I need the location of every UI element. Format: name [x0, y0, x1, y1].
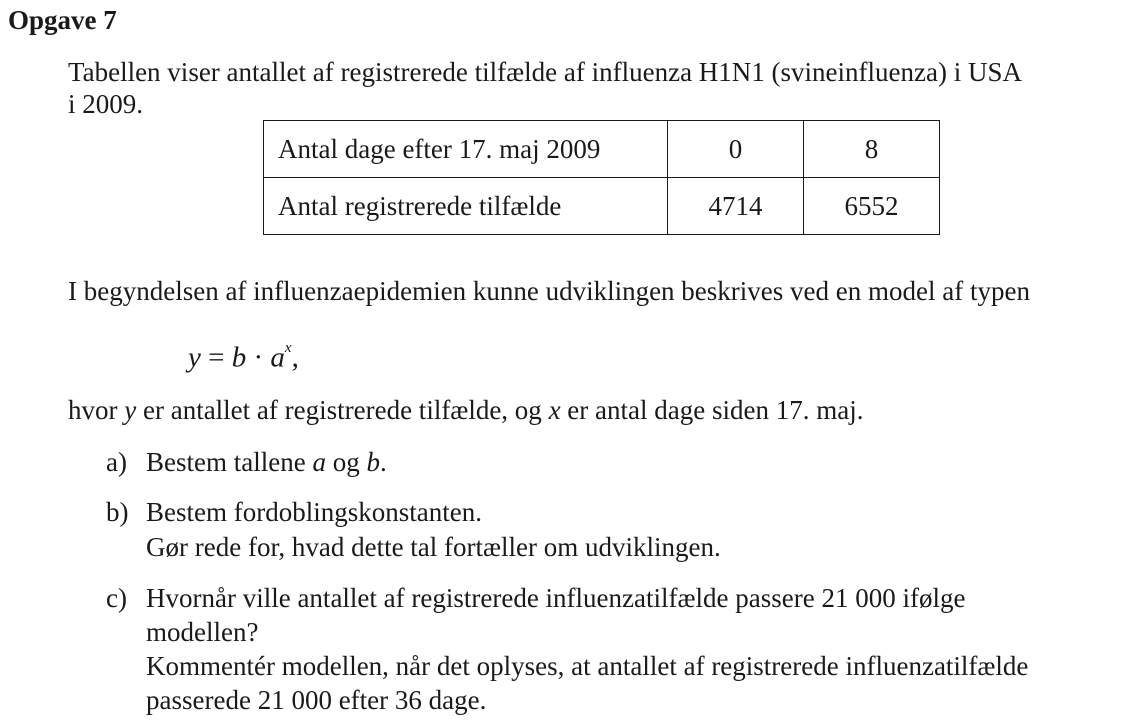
formula-a: a [270, 341, 285, 374]
data-table [263, 120, 940, 235]
row-label-cases: Antal registrerede tilfælde [264, 178, 668, 235]
formula-b: b [231, 341, 247, 374]
formula-equals: = [200, 341, 232, 374]
question-b-line-1: Bestem fordoblingskonstanten. [146, 497, 482, 527]
text-span: . [379, 447, 387, 477]
table-cell: 6552 [804, 178, 940, 235]
row-label-days: Antal dage efter 17. maj 2009 [264, 121, 668, 178]
intro-line-2: i 2009. [68, 89, 144, 119]
text-span: hvor [68, 395, 125, 425]
formula-comma: , [291, 341, 299, 374]
table-cell: 8 [804, 121, 940, 178]
variable-y: y [124, 395, 137, 425]
question-c-letter: c) [106, 583, 127, 613]
variable-x: x [548, 395, 561, 425]
formula-y: y [188, 341, 201, 374]
table-cell: 0 [668, 121, 804, 178]
variable-a: a [312, 447, 326, 477]
text-span: Bestem tallene [146, 447, 313, 477]
table-cell: 4714 [668, 178, 804, 235]
variable-b: b [366, 447, 380, 477]
exercise-heading: Opgave 7 [8, 5, 117, 35]
question-a-letter: a) [106, 447, 127, 477]
question-b-line-2: Gør rede for, hvad dette tal fortæller om udviklingen. [146, 532, 721, 562]
question-c-line-1: Hvornår ville antallet af registrerede influenzatilfælde passere 21 000 ifølge [146, 583, 966, 613]
variable-explanation [68, 393, 863, 427]
text-span: og [325, 447, 367, 477]
question-b-letter: b) [106, 497, 129, 527]
text-span: er antal dage siden 17. maj. [560, 395, 864, 425]
question-c-line-3: Kommentér modellen, når det oplyses, at antallet af registrerede influenzatilfælde [146, 651, 1029, 681]
question-c-line-2: modellen? [146, 617, 259, 647]
question-a-text [146, 445, 387, 479]
formula-exponent: x [284, 340, 292, 356]
model-description: I begyndelsen af influenzaepidemien kunne udviklingen beskrives ved en model af typen [68, 276, 1030, 306]
table-row [264, 178, 940, 235]
model-formula [188, 334, 299, 376]
table-row [264, 121, 940, 178]
question-c-line-4: passerede 21 000 efter 36 dage. [146, 685, 487, 715]
formula-dot: · [246, 341, 271, 374]
intro-line-1: Tabellen viser antallet af registrerede tilfælde af influenza H1N1 (svineinfluenza) i USA [68, 57, 1022, 87]
text-span: er antallet af registrerede tilfælde, og [136, 395, 549, 425]
